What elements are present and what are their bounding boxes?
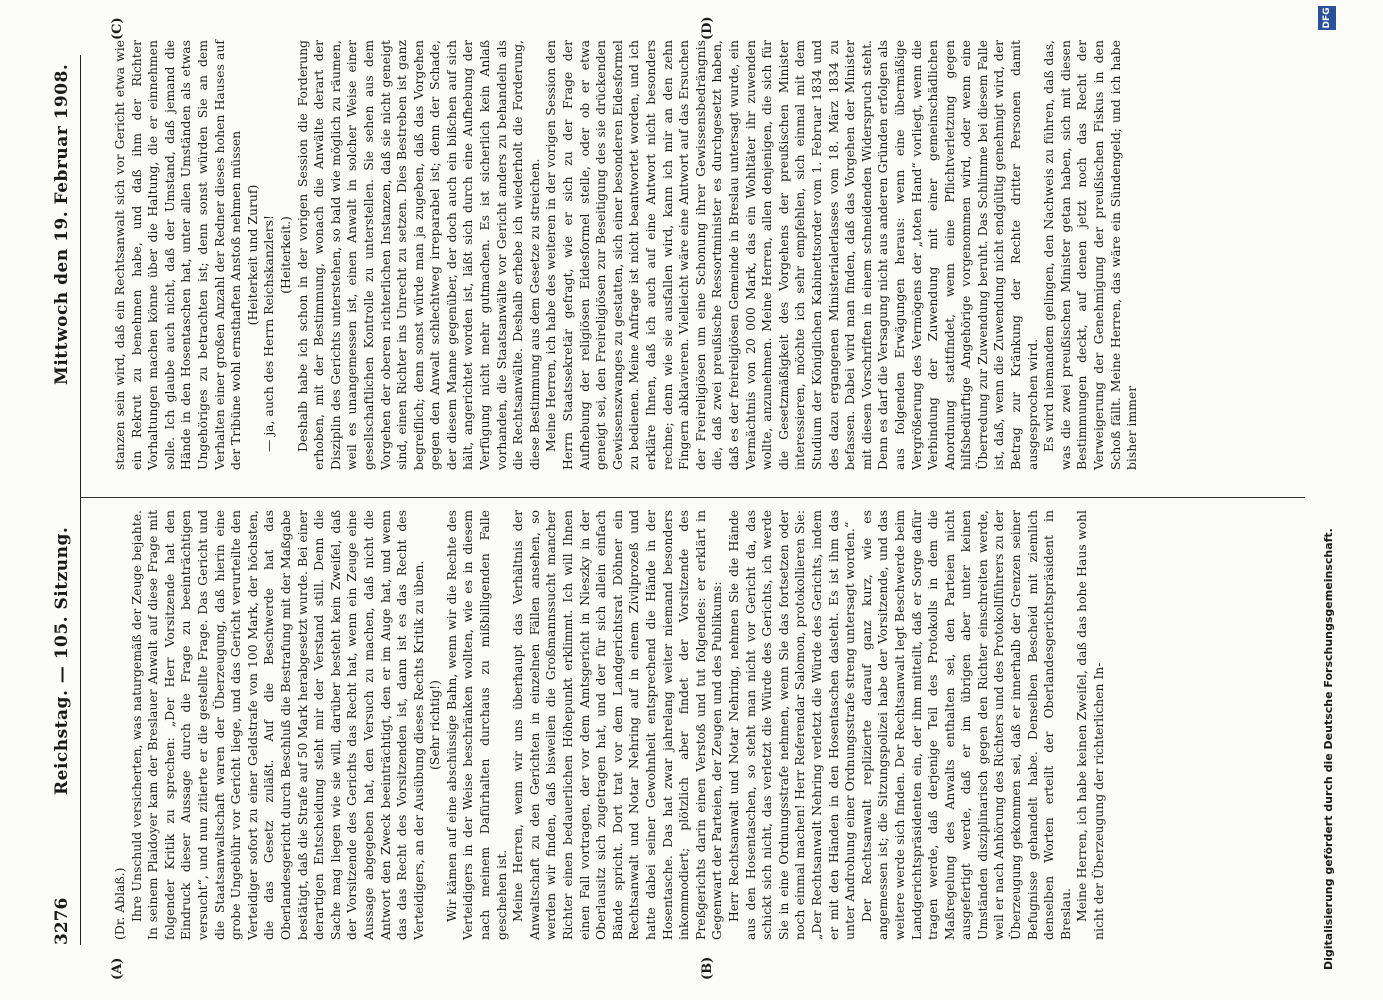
- paragraph: Deshalb habe ich schon in der vorigen Session die Forderung erhoben, mit der Bestimmung, wonach die Anwälte derart der Disziplin des Gerichts unterstehen, so bald wie möglich zu räumen, weil es unangemessen ist, einen Anwalt in solcher Weise einer gesellschaftlichen Kontrolle zu unterstellen. Sie sehen aus dem Vorgehen der oberen richterlichen Instanzen, daß sie nicht geneigt sind, einen Richter ins Unrecht zu setzen. Dies Bestreben ist ganz begreiflich; denn sonst würde man ja zugeben, daß das Vorgehen gegen den Anwalt schlechtweg irreparabel ist; denn der Schade, der diesem Manne gegenüber, der doch auch ein bißchen auf sich hält, angerichtet worden ist, läßt sich durch eine Aufhebung der Verfügung nicht mehr gutmachen. Es ist sicherlich kein Anlaß vorhanden, die Staatsanwälte vor Gericht anders zu behandeln als die Rechtsanwälte. Deshalb erhebe ich wiederholt die Forderung, diese Bestimmung aus dem Gesetze zu streichen.: [294, 40, 542, 470]
- margin-marker-c: (C): [110, 17, 125, 40]
- session-title: Reichstag. — 105. Sitzung.: [52, 526, 72, 795]
- header-rule: [80, 55, 81, 945]
- page-number: 3276: [52, 897, 72, 945]
- paragraph: Der Rechtsanwalt replizierte darauf ganz kurz, wie es angemessen ist; die Sitzungspolizei habe der Vorsitzende, und das weitere werde sich finden. Der Rechtsanwalt legt Beschwerde beim Landgerichtspräsidenten ein, der ihm mitteilt, daß er Sorge dafür tragen werde, daß derjenige Teil des Protokolls in dem die Maßregelung des Anwalts enthalten sei, den Parteien nicht ausgefertigt werde, daß er im übrigen aber unter keinen Umständen disziplinarisch gegen den Richter einschreiten werde, weil er nach Anhörung des Richters und des Protokollführers zu der Überzeugung gekommen sei, daß er innerhalb der Grenzen seiner Befugnisse gehandelt habe. Denselben Bescheid mit ziemlich denselben Worten erteilt der Oberlandesgerichtspräsident in Breslau.: [858, 510, 1073, 940]
- paragraph: Meine Herren, ich habe des weiteren in der vorigen Session den Herrn Staatssekretär gefragt, wie er sich zu der Frage der Aufhebung der religiösen Eidesformel stelle, oder ob er etwa geneigt sei, den Freireligiösen zur Beseitigung des sie drückenden Gewissenszwanges zu gestatten, sich einer besonderen Eidesformel zu bedienen. Meine Anfrage ist nicht beantwortet worden, und ich erkläre Ihnen, daß ich auch auf eine Antwort nicht besonders rechne; denn wie sie ausfallen wird, kann ich mir an den zehn Fingern abklavieren. Vielleicht wäre eine Antwort auf das Ersuchen der Freireligiösen um eine Schonung ihrer Gewissensbedrängnis die, daß zwei preußische Ressortminister es durchgesetzt haben, daß es der freireligiösen Gemeinde in Breslau untersagt wurde, ein Vermächtnis von 20 000 Mark, das ein Wohltäter ihr zuwenden wollte, anzunehmen. Meine Herren, allen denjenigen, die sich für die Gesetzmäßigkeit des Vorgehens der preußischen Minister interessieren, möchte ich sehr empfehlen, sich einmal mit dem Studium der Königlichen Kabinettsorder vom 1. Februar 1834 und des dazu ergangenen Ministerialerlasses vom 18. März 1834 zu befassen. Dabei wird man finden, daß das Vorgehen der Minister mit diesen Vorschriften in einem schneidenden Widerspruch steht. Denn es darf die Versagung nicht aus anderen Gründen erfolgen als aus folgenden Erwägungen heraus: wenn eine übermäßige Vergrößerung des Vermögens der „toten Hand“ vorliegt, wenn die Verbindung der Zuwendung mit einer gemeinschädlichen Anordnung stattfindet, wenn eine Pflichtverletzung gegen hilfsbedürftige Angehörige vorgenommen wird, oder wenn eine Überredung zur Zuwendung beruht. Das Schlimme bei diesem Falle ist, daß, wenn die Zuwendung nicht endgültig genehmigt wird, der Betrag zur Kränkung der Rechte dritter Personen damit ausgesprochen wird.: [543, 40, 1040, 470]
- interjection: (Heiterkeit.): [277, 216, 293, 294]
- paragraph: stanzen sein wird, daß ein Rechtsanwalt sich vor Gericht etwa wie ein Rekrut zu benehmen habe, und daß ihm der Richter Vorhaltungen machen könne über die Haltung, die er einnehmen solle. Ich glaube auch nicht, daß der Umstand, daß jemand die Hände in den Hosentaschen hat, unter allen Umständen als etwas Ungehöriges zu betrachten ist; denn sonst würden Sie an dem Verhalten einer großen Anzahl der Redner dieses hohen Hauses auf der Tribüne wohl ernsthaften Anstoß nehmen müssen: [112, 40, 244, 470]
- interjection: (Sehr richtig!): [427, 680, 443, 770]
- speaker-label: (Dr. Ablaß.): [112, 867, 127, 940]
- dfg-logo-badge: DFG: [1318, 6, 1336, 30]
- interjection: (Heiterkeit und Zuruf): [244, 184, 260, 326]
- paragraph: Ihre Unschuld versicherten, was naturgemäß der Zeuge bejahte. In seinem Plaidoyer kam der Breslauer Anwalt auf diese Frage mit folgender Kritik zu sprechen: „Der Herr Vorsitzende hat den Eindruck dieser Aussage durch die Frage zu beeinträchtigen versucht“, und nun zitierte er die gestellte Frage. Das Gericht und die Staatsanwaltschaft waren der Überzeugung, daß hierin eine grobe Ungebühr vor Gericht liege, und das Gericht verurteilte den Verteidiger sofort zu einer Geldstrafe von 100 Mark, der höchsten, die das Gesetz zuläßt. Auf die Beschwerde hat das Oberlandesgericht durch Beschluß die Bestrafung mit der Maßgabe bestätigt, daß die Strafe auf 50 Mark herabgesetzt wurde. Bei einer derartigen Entscheidung steht mir der Verstand still. Denn die Sache mag liegen wie sie will, darüber besteht kein Zweifel, daß der Vorsitzende des Gerichts das Recht hat, wenn ein Zeuge eine Aussage abgegeben hat, den Versuch zu machen, daß nicht die Antwort den Zweck beeinträchtigt, den er im Auge hat, und wenn das das Recht des Vorsitzenden ist, dann ist es das Recht des Verteidigers, an der Ausübung dieses Rechts Kritik zu üben.: [128, 510, 426, 940]
- session-date: Mittwoch den 19. Februar 1908.: [52, 63, 72, 385]
- left-column: [112, 510, 1108, 940]
- quotation: Herr Rechtsanwalt und Notar Nehring, nehmen Sie die Hände aus den Hosentaschen, so steht man nicht vor Gericht da, das schickt sich nicht, das verletzt die Würde des Gerichts, ich werde Sie in eine Ordnungsstrafe nehmen, wenn Sie das fortsetzen oder noch einmal machen! Herr Referendar Salomon, protokollieren Sie: „Der Rechtsanwalt Nehring verletzt die Würde des Gerichts, indem er mit den Händen in den Hosentaschen dasteht. Es ist ihm das unter Androhung einer Ordnungsstrafe streng untersagt worden.“: [725, 510, 858, 940]
- paragraph: Meine Herren, wenn wir uns überhaupt das Verhältnis der Anwaltschaft zu den Gerichten in einzelnen Fällen ansehen, so werden wir finden, daß bisweilen die Großmannssucht mancher Richter einen bedauerlichen Höhepunkt erklimmt. Ich will Ihnen einen Fall vortragen, der vor dem Amtsgericht in Nieszky in der Oberlausitz sich zugetragen hat, und der für sich allein einfach Bände spricht. Dort trat vor dem Landgerichtsrat Döhner ein Rechtsanwalt und Notar Nehring auf in einem Zivilprozeß und hatte dabei seiner Gewohnheit entsprechend die Hände in der Hosentasche. Das hat zwar jahrelang weiter niemand besonders inkommodiert; plötzlich aber findet der Vorsitzende des Preßgerichts darin einen Verstoß und tut folgendes: er erklärt in Gegenwart der Parteien, der Zeugen und des Publikums:: [510, 510, 725, 940]
- paragraph: Meine Herren, ich habe keinen Zweifel, daß das hohe Haus wohl nicht der Überzeugung der richterlichen In-: [1074, 510, 1107, 940]
- paragraph: Es wird niemandem gelingen, den Nachweis zu führen, daß das, was die zwei preußischen Minister getan haben, sich mit diesen Bestimmungen deckt, auf denen jetzt noch das Recht der Verweigerung der Genehmigung der preußischen Fiskus in den Schoß fällt. Meine Herren, das wäre ein Sündengeld; und ich habe bisher immer: [1041, 40, 1140, 470]
- right-column: [112, 40, 1141, 470]
- column-divider: [80, 497, 1305, 498]
- margin-marker-b: (B): [700, 956, 715, 980]
- paragraph: Wir kämen auf eine abschüssige Bahn, wenn wir die Rechte des Verteidigers in der Weise beschränken wollten, wie es in diesem nach meinem Dafürhalten durchaus zu mißbilligenden Falle geschehen ist.: [443, 510, 509, 940]
- page-header: [46, 55, 76, 945]
- paragraph: — ja, auch des Herrn Reichskanzlers!: [261, 215, 277, 452]
- margin-marker-a: (A): [110, 957, 125, 980]
- margin-marker-d: (D): [700, 16, 715, 40]
- digitization-credit: Digitalisierung gefördert durch die Deutsche Forschungsgemeinschaft.: [1322, 528, 1335, 970]
